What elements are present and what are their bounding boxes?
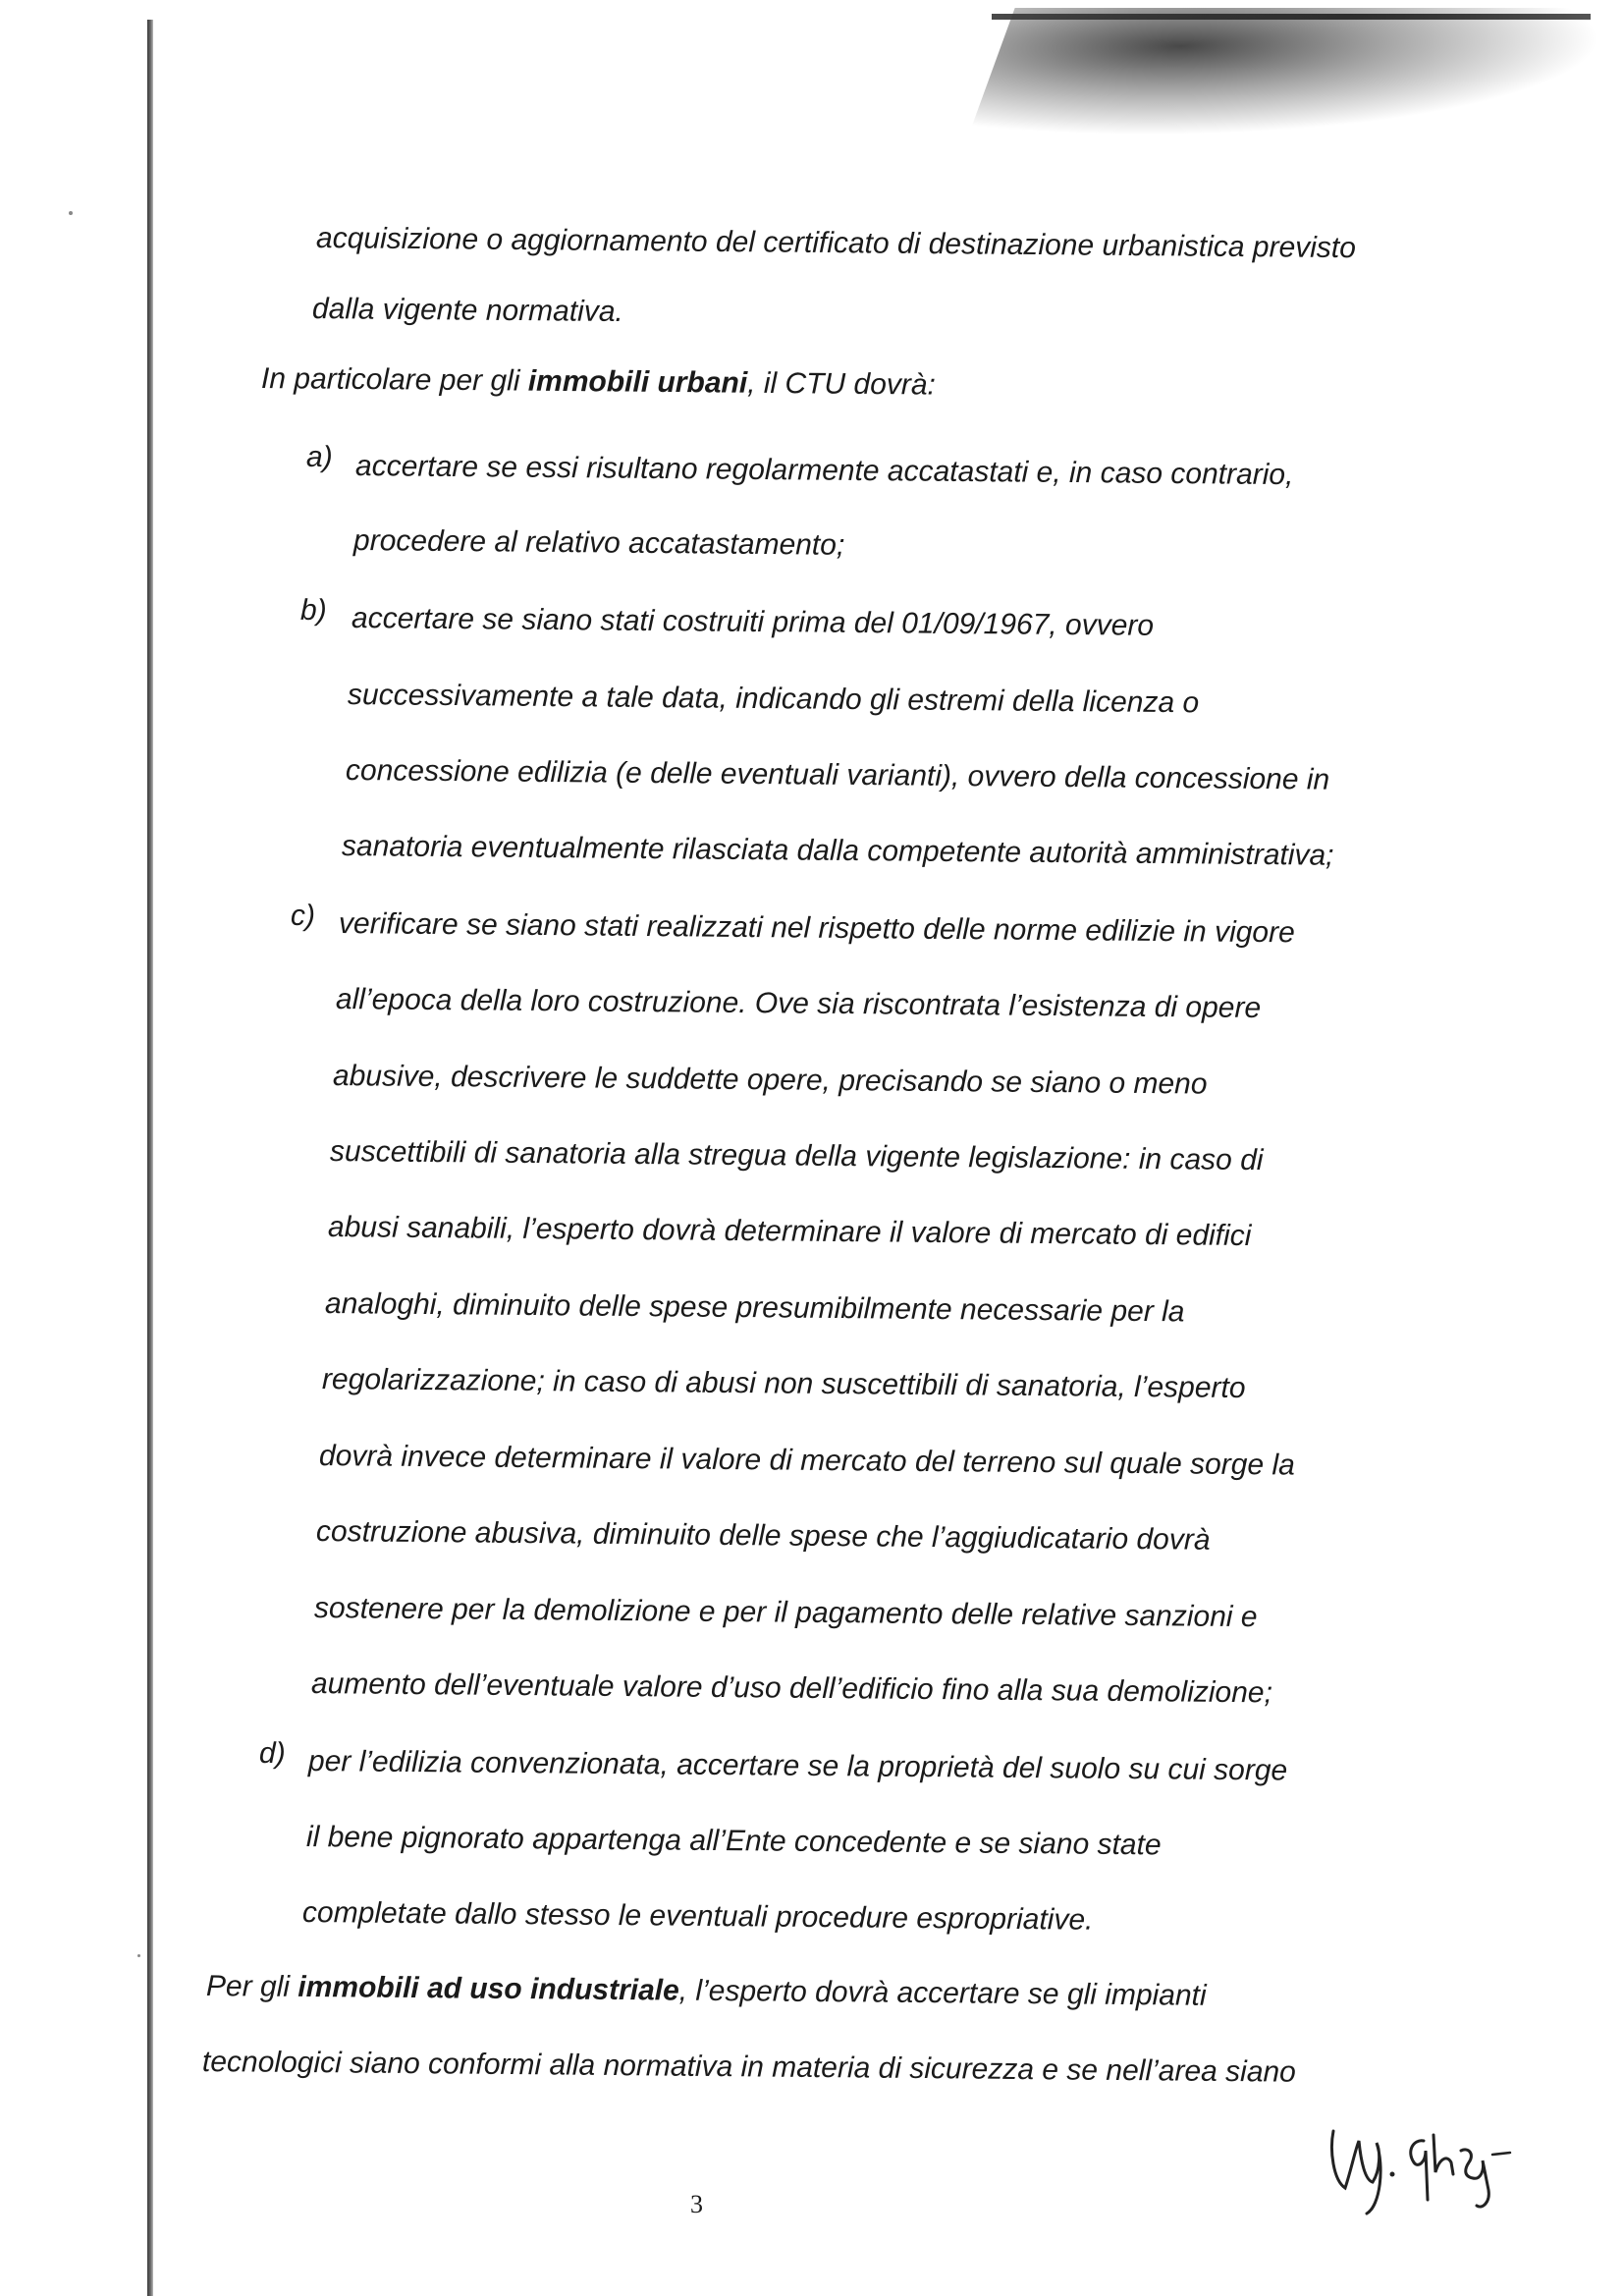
list-item-line: completate dallo stesso le eventuali procedure espropriative. bbox=[301, 1896, 1094, 1937]
text-span: Per gli bbox=[205, 1970, 298, 2003]
list-item-line: analoghi, diminuito delle spese presumibilmente necessarie per la bbox=[324, 1287, 1185, 1329]
list-item-line: abusi sanabili, l’esperto dovrà determinare il valore di mercato di edifici bbox=[327, 1211, 1252, 1253]
list-marker: b) bbox=[299, 593, 327, 628]
list-item-line: abusive, descrivere le suddette opere, precisando se siano o meno bbox=[332, 1060, 1208, 1101]
scan-top-smudge bbox=[968, 8, 1613, 136]
list-marker: d) bbox=[258, 1736, 286, 1771]
bold-term: immobili urbani bbox=[527, 364, 748, 400]
signature bbox=[1316, 2111, 1512, 2219]
list-item-line: accertare se siano stati costruiti prima del 01/09/1967, ovvero bbox=[351, 602, 1155, 642]
list-item-line: suscettibili di sanatoria alla stregua della vigente legislazione: in caso di bbox=[329, 1135, 1264, 1177]
list-item-line: dovrà invece determinare il valore di mercato del terreno sul quale sorge la bbox=[318, 1440, 1295, 1482]
text-line: tecnologici siano conformi alla normativa in materia di sicurezza e se nell’area siano bbox=[201, 2046, 1297, 2089]
text-line bbox=[206, 1969, 1207, 2014]
text-span: In particolare per gli bbox=[260, 362, 528, 398]
page-number: 3 bbox=[690, 2190, 703, 2218]
list-item-line: all’epoca della loro costruzione. Ove sia riscontrata l’esistenza di opere bbox=[335, 983, 1262, 1025]
list-item-line: sanatoria eventualmente rilasciata dalla competente autorità amministrativa; bbox=[341, 830, 1334, 872]
list-item-line: regolarizzazione; in caso di abusi non suscettibili di sanatoria, l’esperto bbox=[321, 1363, 1246, 1405]
text-span: , il CTU dovrà: bbox=[746, 366, 937, 402]
list-marker: a) bbox=[305, 440, 333, 474]
text-line: acquisizione o aggiornamento del certificato di destinazione urbanistica previsto bbox=[315, 222, 1357, 265]
list-item-line: accertare se essi risultano regolarmente accatastati e, in caso contrario, bbox=[354, 450, 1294, 492]
list-item-line: concessione edilizia (e delle eventuali varianti), ovvero della concessione in bbox=[345, 754, 1330, 796]
list-item-line: verificare se siano stati realizzati nel rispetto delle norme edilizie in vigore bbox=[338, 907, 1295, 950]
scan-left-edge bbox=[147, 20, 153, 2296]
list-item-line: procedere al relativo accatastamento; bbox=[352, 524, 845, 562]
scan-speck bbox=[137, 1954, 140, 1957]
scan-speck bbox=[69, 211, 73, 215]
list-item-line: per l’edilizia convenzionata, accertare se la proprietà del suolo su cui sorge bbox=[307, 1745, 1288, 1787]
list-item-line: il bene pignorato appartenga all’Ente concedente e se siano state bbox=[305, 1821, 1162, 1862]
text-line: dalla vigente normativa. bbox=[311, 293, 624, 329]
text-line bbox=[261, 361, 936, 404]
bold-term: immobili ad uso industriale bbox=[298, 1970, 679, 2007]
list-item-line: sostenere per la demolizione e per il pagamento delle relative sanzioni e bbox=[313, 1592, 1258, 1634]
text-span: , l’esperto dovrà accertare se gli impianti bbox=[678, 1974, 1207, 2012]
list-item-line: successivamente a tale data, indicando gli estremi della licenza o bbox=[347, 679, 1200, 720]
list-marker: c) bbox=[290, 899, 316, 933]
list-item-line: costruzione abusiva, diminuito delle spese che l’aggiudicatario dovrà bbox=[315, 1515, 1211, 1557]
list-item-line: aumento dell’eventuale valore d’uso dell’edificio fino alla sua demolizione; bbox=[310, 1667, 1273, 1710]
